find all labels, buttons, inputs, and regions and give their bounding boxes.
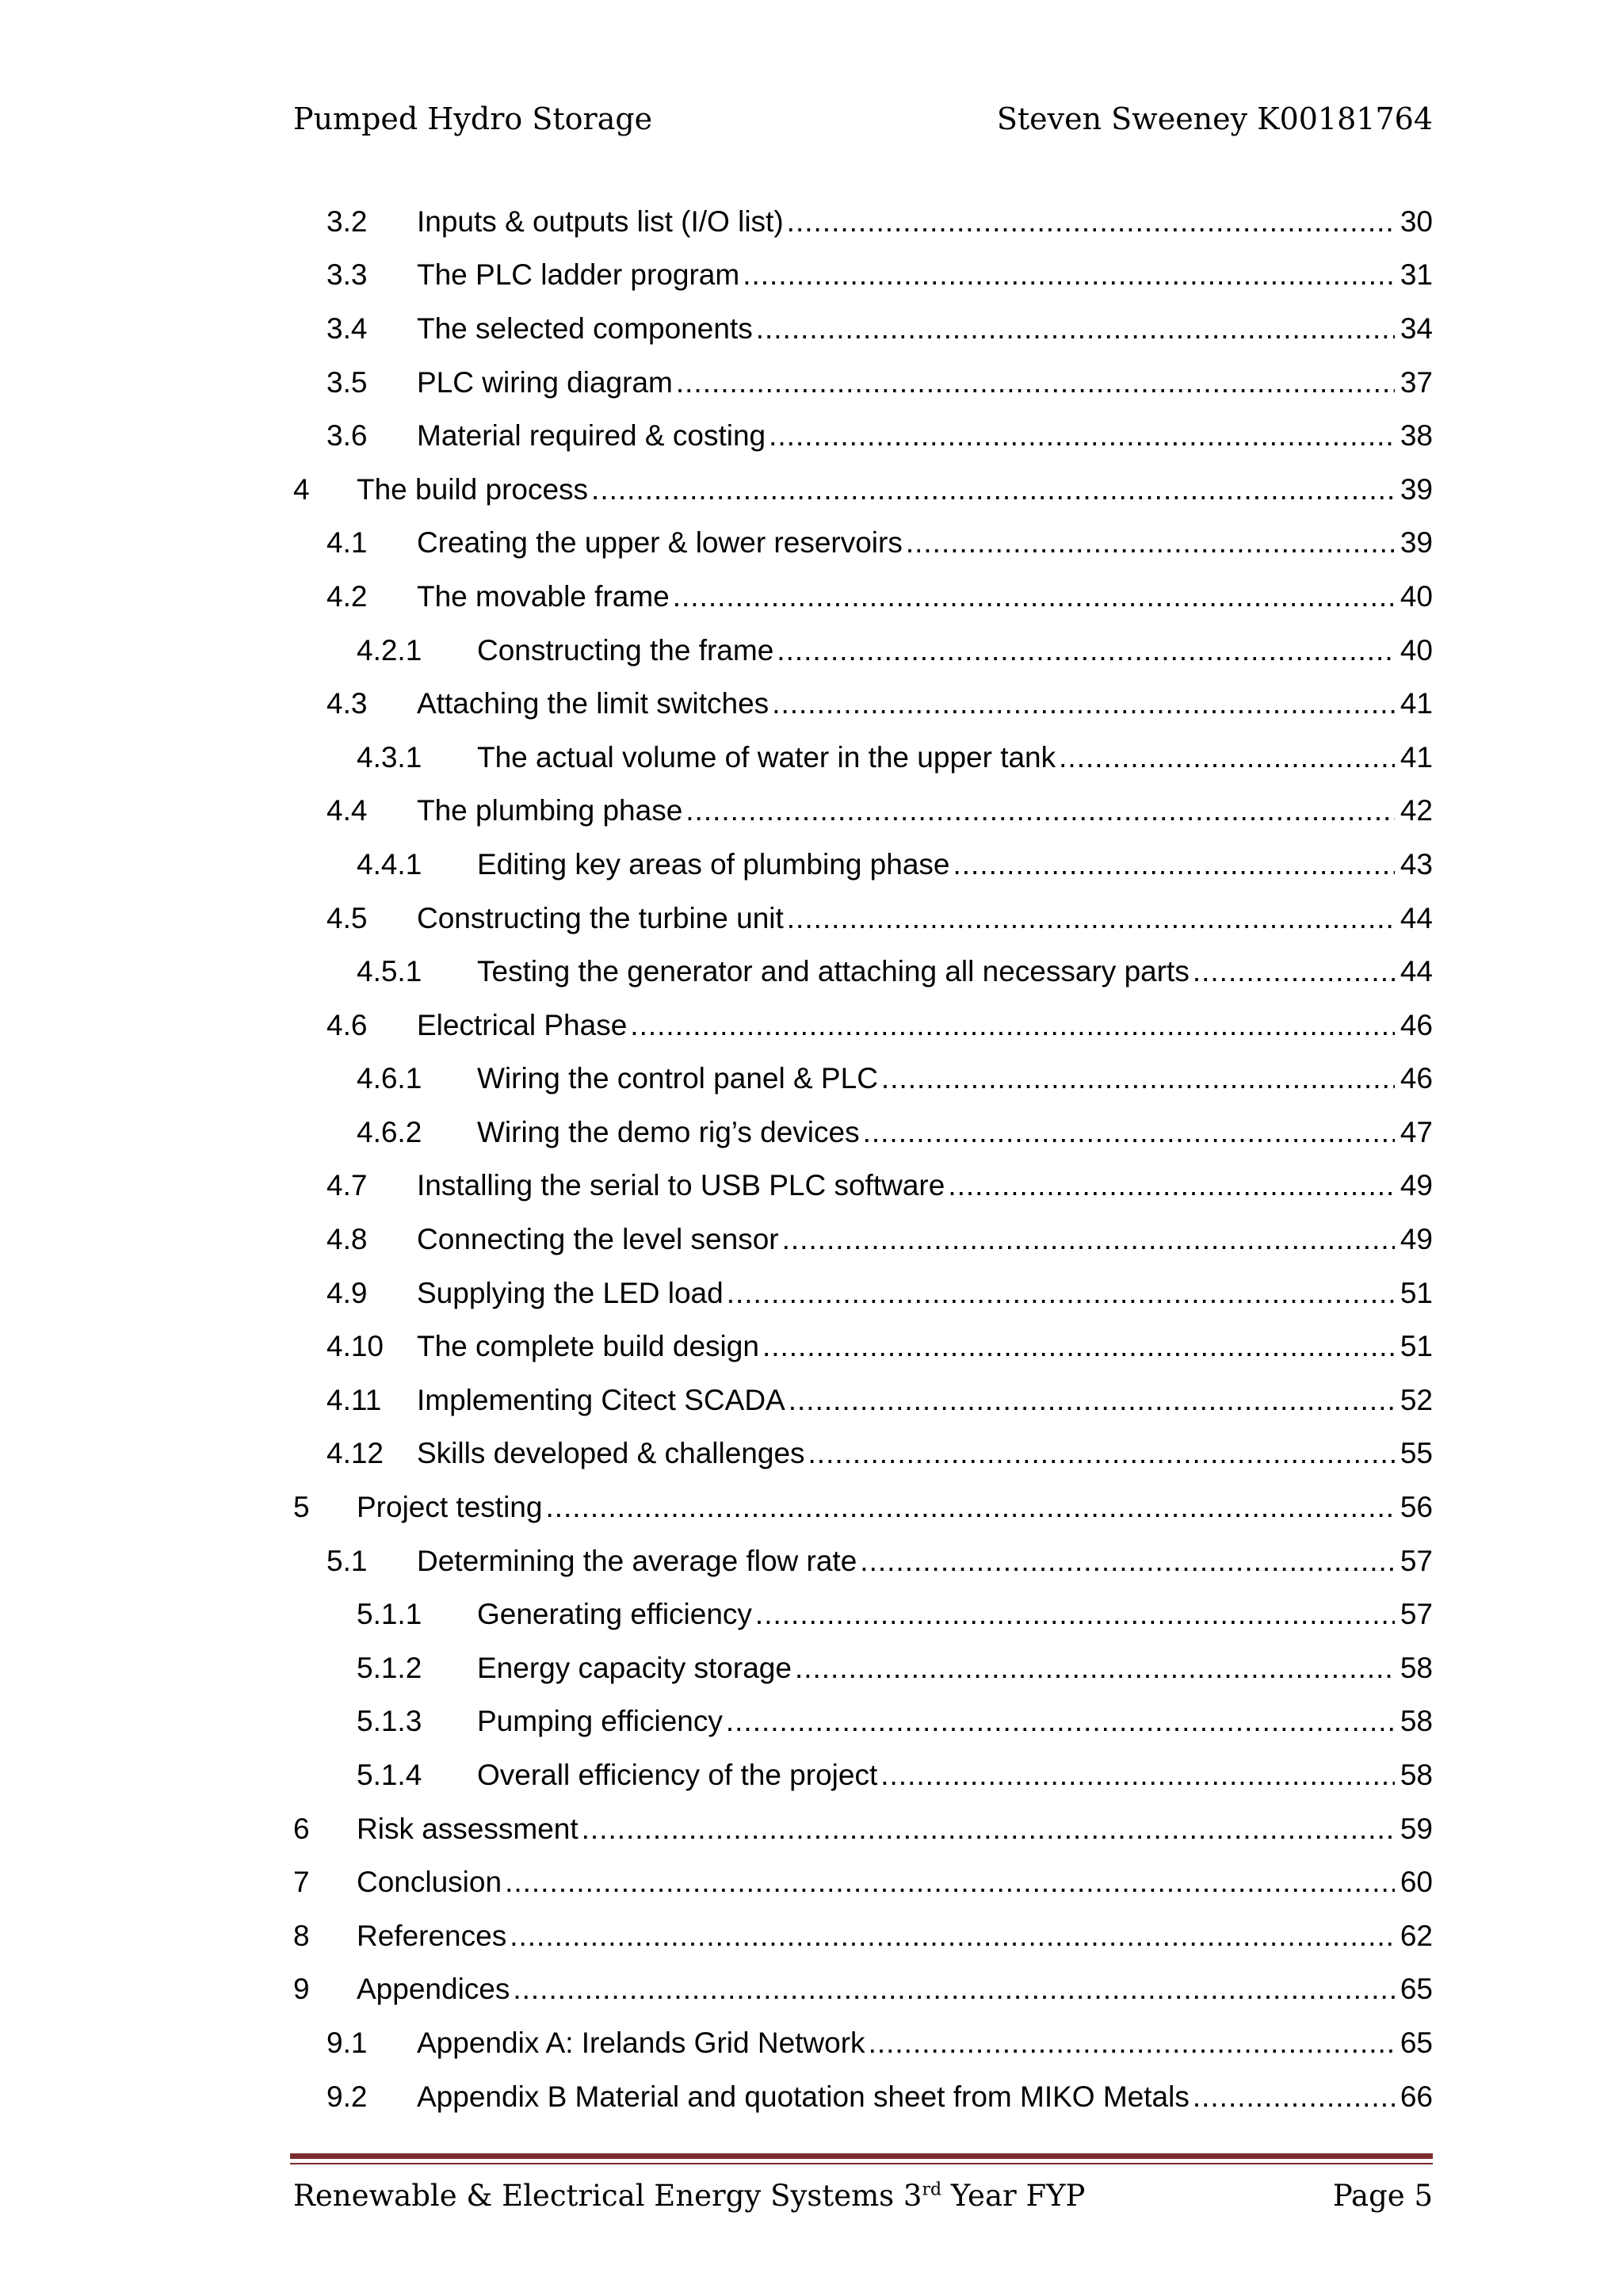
toc-entry-title: Electrical Phase <box>417 1008 628 1041</box>
toc-dot-leader <box>789 1384 1395 1417</box>
toc-entry-title: Connecting the level sensor <box>417 1223 779 1256</box>
toc-entry[interactable] <box>293 677 1433 731</box>
toc-entry-page: 55 <box>1400 1437 1433 1470</box>
toc-entry[interactable] <box>293 892 1433 946</box>
toc-entry[interactable] <box>293 1963 1433 2017</box>
toc-entry-number: 6 <box>293 1812 310 1845</box>
toc-entry[interactable] <box>293 1909 1433 1963</box>
toc-entry-page: 46 <box>1400 1062 1433 1095</box>
toc-entry-title: Inputs & outputs list (I/O list) <box>417 204 784 238</box>
toc-dot-leader <box>743 258 1395 292</box>
toc-entry-title: Editing key areas of plumbing phase <box>477 847 950 881</box>
toc-entry-title: Creating the upper & lower reservoirs <box>417 526 903 560</box>
toc-entry-page: 34 <box>1400 311 1433 345</box>
toc-dot-leader <box>860 1545 1395 1578</box>
toc-entry[interactable] <box>293 838 1433 892</box>
toc-entry-title: Conclusion <box>357 1866 502 1899</box>
toc-entry-page: 41 <box>1400 687 1433 720</box>
toc-entry-page: 40 <box>1400 633 1433 667</box>
toc-entry-number: 3.5 <box>327 365 368 399</box>
toc-entry-title: The movable frame <box>417 579 670 613</box>
toc-entry-page: 51 <box>1400 1330 1433 1363</box>
toc-entry[interactable] <box>293 1373 1433 1427</box>
toc-entry-title: Material required & costing <box>417 419 766 453</box>
toc-entry-title: Overall efficiency of the project <box>477 1759 878 1792</box>
toc-entry[interactable] <box>293 1159 1433 1213</box>
toc-entry[interactable] <box>293 249 1433 303</box>
toc-dot-leader <box>881 1062 1395 1095</box>
toc-dot-leader <box>795 1652 1395 1685</box>
toc-entry-number: 5.1 <box>327 1544 368 1577</box>
toc-dot-leader <box>510 1920 1395 1953</box>
footer-rule <box>290 2153 1433 2159</box>
footer-rule-thin <box>290 2163 1433 2164</box>
toc-dot-leader <box>582 1813 1395 1846</box>
toc-entry-number: 4.6.1 <box>357 1062 422 1095</box>
toc-entry[interactable] <box>293 1213 1433 1266</box>
toc-entry-number: 4.12 <box>327 1437 384 1470</box>
toc-entry-page: 66 <box>1400 2080 1433 2113</box>
toc-entry-page: 49 <box>1400 1169 1433 1202</box>
toc-entry-title: Skills developed & challenges <box>417 1437 805 1470</box>
toc-entry-title: Constructing the turbine unit <box>417 901 784 934</box>
toc-dot-leader <box>880 1759 1395 1792</box>
toc-entry-title: Installing the serial to USB PLC software <box>417 1169 945 1202</box>
toc-entry-number: 4.10 <box>327 1330 384 1363</box>
toc-dot-leader <box>630 1009 1395 1042</box>
footer-course <box>293 2179 1085 2213</box>
toc-entry-number: 3.2 <box>327 204 368 238</box>
toc-entry-title: Project testing <box>357 1491 543 1524</box>
toc-entry-title: Appendix A: Irelands Grid Network <box>417 2026 865 2059</box>
toc-dot-leader <box>726 1705 1395 1738</box>
toc-entry-page: 31 <box>1400 258 1433 292</box>
toc-entry[interactable] <box>293 1695 1433 1749</box>
toc-entry-page: 56 <box>1400 1491 1433 1524</box>
toc-entry[interactable] <box>293 2016 1433 2070</box>
toc-dot-leader <box>762 1330 1395 1363</box>
toc-entry[interactable] <box>293 409 1433 463</box>
toc-entry-page: 30 <box>1400 204 1433 238</box>
toc-entry-title: Appendix B Material and quotation sheet from MIKO Metals <box>417 2080 1190 2113</box>
toc-dot-leader <box>869 2027 1395 2060</box>
toc-dot-leader <box>591 473 1395 506</box>
toc-entry-page: 65 <box>1400 1973 1433 2006</box>
footer-course-tail: Year FYP <box>941 2178 1086 2213</box>
toc-entry[interactable] <box>293 517 1433 571</box>
toc-entry[interactable] <box>293 2070 1433 2124</box>
toc-entry-page: 51 <box>1400 1276 1433 1309</box>
toc-entry-title: Pumping efficiency <box>477 1705 723 1738</box>
toc-dot-leader <box>505 1866 1395 1899</box>
toc-dot-leader <box>513 1973 1395 2006</box>
toc-dot-leader <box>863 1116 1395 1149</box>
toc-entry[interactable] <box>293 1534 1433 1588</box>
table-of-contents <box>293 195 1433 2123</box>
toc-dot-leader <box>782 1223 1395 1256</box>
toc-entry-number: 4.6.2 <box>357 1115 422 1148</box>
toc-dot-leader <box>953 848 1395 881</box>
footer-page-number: Page 5 <box>1332 2178 1433 2213</box>
toc-entry-title: The PLC ladder program <box>417 258 740 292</box>
toc-entry-page: 41 <box>1400 740 1433 774</box>
toc-entry-number: 4.4.1 <box>357 847 422 881</box>
toc-entry-page: 58 <box>1400 1705 1433 1738</box>
toc-entry-number: 4.4 <box>327 794 368 827</box>
page-footer <box>293 2172 1433 2219</box>
toc-entry[interactable] <box>293 302 1433 356</box>
toc-entry-number: 4.3 <box>327 687 368 720</box>
toc-entry-page: 65 <box>1400 2026 1433 2059</box>
toc-entry-title: The actual volume of water in the upper tank <box>477 740 1056 774</box>
toc-entry-number: 4.2.1 <box>357 633 422 667</box>
toc-entry-number: 3.4 <box>327 311 368 345</box>
toc-entry-page: 39 <box>1400 526 1433 560</box>
toc-dot-leader <box>673 580 1395 613</box>
toc-entry-page: 40 <box>1400 579 1433 613</box>
toc-entry[interactable] <box>293 463 1433 517</box>
toc-dot-leader <box>756 312 1395 346</box>
toc-dot-leader <box>948 1169 1395 1202</box>
toc-entry[interactable] <box>293 1106 1433 1159</box>
toc-entry-number: 7 <box>293 1866 310 1899</box>
toc-entry-page: 39 <box>1400 472 1433 506</box>
toc-entry[interactable] <box>293 1587 1433 1641</box>
toc-entry-page: 52 <box>1400 1383 1433 1416</box>
toc-entry-number: 8 <box>293 1919 310 1952</box>
footer-course-sup: rd <box>922 2179 942 2200</box>
toc-entry-title: Testing the generator and attaching all necessary parts <box>477 955 1190 988</box>
toc-dot-leader <box>906 526 1395 560</box>
toc-dot-leader <box>755 1598 1395 1631</box>
toc-dot-leader <box>545 1491 1395 1524</box>
toc-entry-title: Risk assessment <box>357 1812 579 1845</box>
toc-entry-title: The plumbing phase <box>417 794 683 827</box>
toc-entry[interactable] <box>293 999 1433 1052</box>
toc-entry[interactable] <box>293 1855 1433 1909</box>
toc-entry-title: Appendices <box>357 1973 510 2006</box>
toc-entry-page: 57 <box>1400 1544 1433 1577</box>
toc-dot-leader <box>787 205 1395 239</box>
toc-entry[interactable] <box>293 570 1433 624</box>
toc-entry[interactable] <box>293 1320 1433 1373</box>
toc-entry-page: 44 <box>1400 901 1433 934</box>
toc-entry-number: 3.3 <box>327 258 368 292</box>
toc-entry-page: 37 <box>1400 365 1433 399</box>
toc-entry-number: 4.9 <box>327 1276 368 1309</box>
toc-entry-number: 9 <box>293 1973 310 2006</box>
toc-dot-leader <box>727 1277 1395 1310</box>
toc-entry[interactable] <box>293 731 1433 785</box>
toc-dot-leader <box>1059 741 1395 774</box>
toc-entry[interactable] <box>293 624 1433 678</box>
toc-entry-title: Generating efficiency <box>477 1598 752 1631</box>
toc-entry-page: 58 <box>1400 1651 1433 1684</box>
toc-entry-number: 4 <box>293 472 310 506</box>
toc-entry[interactable] <box>293 785 1433 839</box>
toc-entry[interactable] <box>293 1480 1433 1534</box>
toc-entry-title: Supplying the LED load <box>417 1276 724 1309</box>
toc-entry-page: 62 <box>1400 1919 1433 1952</box>
page-header <box>293 95 1433 143</box>
header-author: Steven Sweeney K00181764 <box>996 101 1433 136</box>
toc-entry-title: Attaching the limit switches <box>417 687 769 720</box>
toc-entry-number: 5 <box>293 1491 310 1524</box>
toc-entry[interactable] <box>293 1266 1433 1320</box>
toc-entry[interactable] <box>293 356 1433 410</box>
toc-entry-number: 4.1 <box>327 526 368 560</box>
toc-entry[interactable] <box>293 1427 1433 1481</box>
toc-entry-page: 49 <box>1400 1223 1433 1256</box>
toc-entry-title: The build process <box>357 472 589 506</box>
toc-entry-title: The complete build design <box>417 1330 759 1363</box>
header-title: Pumped Hydro Storage <box>293 101 653 136</box>
toc-dot-leader <box>808 1437 1395 1470</box>
toc-entry-title: Wiring the demo rig’s devices <box>477 1115 860 1148</box>
toc-entry[interactable] <box>293 1802 1433 1856</box>
toc-entry[interactable] <box>293 1748 1433 1802</box>
toc-entry-number: 4.6 <box>327 1008 368 1041</box>
toc-entry-page: 46 <box>1400 1008 1433 1041</box>
toc-entry-page: 58 <box>1400 1759 1433 1792</box>
toc-dot-leader <box>772 687 1395 720</box>
toc-entry-page: 59 <box>1400 1812 1433 1845</box>
toc-entry-number: 9.1 <box>327 2026 368 2059</box>
toc-dot-leader <box>1193 955 1395 988</box>
toc-entry[interactable] <box>293 1641 1433 1695</box>
toc-entry-title: Constructing the frame <box>477 633 774 667</box>
toc-entry-number: 4.7 <box>327 1169 368 1202</box>
toc-entry-page: 47 <box>1400 1115 1433 1148</box>
toc-entry-number: 5.1.3 <box>357 1705 422 1738</box>
toc-entry-number: 5.1.1 <box>357 1598 422 1631</box>
toc-entry-page: 42 <box>1400 794 1433 827</box>
toc-entry-number: 3.6 <box>327 419 368 453</box>
toc-entry-title: PLC wiring diagram <box>417 365 673 399</box>
toc-entry-title: References <box>357 1919 507 1952</box>
toc-entry-title: Determining the average flow rate <box>417 1544 857 1577</box>
toc-entry-number: 5.1.4 <box>357 1759 422 1792</box>
toc-entry-number: 4.8 <box>327 1223 368 1256</box>
toc-entry-number: 4.5.1 <box>357 955 422 988</box>
toc-entry[interactable] <box>293 1052 1433 1106</box>
toc-entry-number: 5.1.2 <box>357 1651 422 1684</box>
toc-entry-number: 4.3.1 <box>357 740 422 774</box>
toc-dot-leader <box>676 366 1395 399</box>
toc-entry[interactable] <box>293 195 1433 249</box>
toc-entry-title: Implementing Citect SCADA <box>417 1383 785 1416</box>
toc-dot-leader <box>769 419 1395 453</box>
toc-entry-title: Wiring the control panel & PLC <box>477 1062 878 1095</box>
toc-entry-number: 9.2 <box>327 2080 368 2113</box>
toc-dot-leader <box>777 634 1395 667</box>
toc-entry-title: Energy capacity storage <box>477 1651 792 1684</box>
toc-entry-page: 44 <box>1400 955 1433 988</box>
toc-entry-number: 4.5 <box>327 901 368 934</box>
toc-dot-leader <box>685 794 1395 827</box>
toc-dot-leader <box>1193 2080 1395 2114</box>
toc-entry-page: 57 <box>1400 1598 1433 1631</box>
toc-entry-title: The selected components <box>417 311 753 345</box>
toc-entry-page: 38 <box>1400 419 1433 453</box>
toc-entry-page: 60 <box>1400 1866 1433 1899</box>
toc-entry-number: 4.11 <box>327 1383 382 1416</box>
toc-dot-leader <box>787 902 1395 935</box>
toc-entry[interactable] <box>293 945 1433 999</box>
toc-entry-page: 43 <box>1400 847 1433 881</box>
footer-course-main: Renewable & Electrical Energy Systems 3 <box>293 2178 922 2213</box>
toc-entry-number: 4.2 <box>327 579 368 613</box>
